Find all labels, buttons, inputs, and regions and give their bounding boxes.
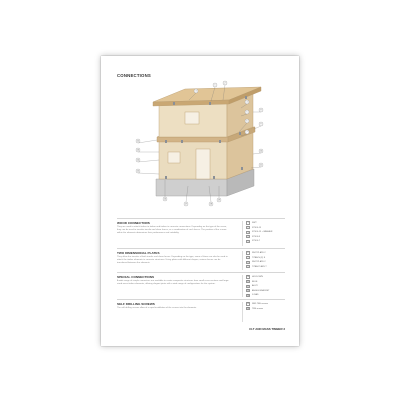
- callout-3: [194, 89, 198, 93]
- legend-label: BLUE: [252, 280, 258, 283]
- callout-number: 19: [218, 199, 220, 202]
- section-body: They are used to attach timber to timber and timber to concrete connections. Depending on the type of the screw, they can be used to transfer tensile and shear forces, as a combination of such forces. The position of the screws within the elements determines their performance and suitability.: [117, 226, 227, 234]
- section-title: SELF DRILLING SCREWS: [117, 302, 155, 306]
- legend-label: WHT PLATE C: [252, 252, 266, 254]
- legend-number: 8: [247, 261, 249, 264]
- legend-number: 9: [247, 266, 249, 269]
- legend-item: [246, 289, 269, 293]
- page-footer: [249, 327, 285, 331]
- legend-number: 13: [247, 290, 250, 293]
- callout-number: 18: [210, 203, 212, 206]
- legend-label: SBD TEE screws: [252, 303, 268, 305]
- legend-item: [246, 293, 258, 297]
- legend-divider: [242, 221, 243, 246]
- legend-label: ALUTI: [252, 285, 258, 288]
- section-body: A wide range of simple connectors are available to create composite structures from small cross-sections and large-sized mass timber elements, offering elegant joints with a wide range of configurations for the system.: [117, 280, 229, 285]
- callout-12: [136, 139, 140, 143]
- legend-label: SWT: [252, 222, 257, 224]
- callout-number: 16: [164, 198, 166, 201]
- section-title: TWO DIMENSIONAL PLATES: [117, 251, 160, 255]
- legend-item: [246, 280, 257, 284]
- callout-number: 5: [246, 111, 248, 114]
- legend-item: [246, 235, 260, 239]
- legend-item: [246, 302, 268, 306]
- callout-9: [259, 122, 263, 126]
- callout-6: [245, 119, 249, 123]
- callout-5: [245, 110, 249, 114]
- legend-item: [246, 307, 263, 311]
- callout-number: 17: [185, 203, 187, 206]
- legend-item: [246, 275, 263, 279]
- section-divider: [117, 248, 285, 249]
- legend-label: TITAN N (F) S: [252, 256, 266, 259]
- document-page: [101, 56, 299, 346]
- page-title: CONNECTIONS: [117, 73, 151, 78]
- floor-slab-edge: [157, 137, 228, 142]
- callout-14: [136, 158, 140, 162]
- legend-number: 12: [247, 285, 250, 288]
- concrete-foundation: [156, 179, 227, 196]
- section-body: They allow the transfer of both tensile and shear forces. Depending on the type, some of them can also be used to attach the timber elements to concrete structures. Using plates with different shapes, various forces can be transferred between the elements.: [117, 256, 228, 264]
- callout-4: [245, 100, 249, 104]
- legend-label: STS B-7: [252, 240, 260, 243]
- callout-number: 14: [137, 159, 139, 162]
- legend-item: [246, 226, 261, 230]
- callout-2: [223, 81, 227, 85]
- legend-number: 2: [247, 227, 249, 229]
- legend-item: [246, 230, 272, 234]
- legend-number: 5: [247, 240, 249, 243]
- upper-window-opening: [185, 112, 199, 124]
- legend-label: TITAN PLATE T: [252, 265, 267, 268]
- legend-item: [246, 239, 260, 243]
- legend-number: 14: [247, 294, 250, 297]
- legend-label: ANGLE BRACKET: [252, 289, 270, 292]
- callout-11: [259, 163, 263, 167]
- legend-item: [246, 260, 266, 264]
- legend-number: 3: [247, 231, 249, 234]
- legend-item: [246, 265, 267, 269]
- section-title: WOOD CONNECTORS: [117, 221, 150, 225]
- building-connection-diagram: [101, 56, 299, 216]
- callout-10: [259, 149, 263, 153]
- legend-number: 4: [247, 236, 249, 239]
- legend-item: [246, 251, 266, 255]
- legend-number: 10: [247, 276, 250, 279]
- legend-number: 16: [247, 308, 250, 310]
- door-opening: [196, 149, 210, 179]
- section-divider: [117, 218, 285, 219]
- callout-number: 13: [137, 149, 139, 152]
- callout-number: 3: [195, 90, 197, 93]
- callout-7: [245, 130, 249, 134]
- section-title: SPECIAL CONNECTIONS: [117, 275, 155, 279]
- callout-number: 15: [137, 170, 139, 173]
- callout-1: [213, 83, 217, 87]
- legend-label: STS B-15 + WASHER: [252, 231, 273, 234]
- legend-number: 6: [247, 252, 249, 255]
- callout-number: 6: [246, 120, 248, 123]
- callout-15: [136, 169, 140, 173]
- callout-19: [217, 198, 221, 202]
- footer-title: CLT AND MASS TIMBER: [249, 327, 283, 331]
- window-opening: [168, 152, 180, 163]
- section-body: The self drilling screws allow of a rapid installation of the screws into the elements.: [117, 307, 197, 309]
- legend-number: 15: [247, 303, 250, 306]
- legend-label: HOLDOWN: [252, 276, 263, 278]
- legend-item: [246, 221, 257, 225]
- legend-divider: [242, 275, 243, 297]
- legend-label: X-RAD: [252, 294, 259, 297]
- legend-item: [246, 256, 265, 260]
- legend-divider: [242, 251, 243, 270]
- callout-number: 4: [246, 101, 248, 104]
- legend-label: STS B-15: [252, 226, 262, 229]
- callout-number: 11: [260, 164, 262, 167]
- legend-number: 11: [247, 281, 249, 283]
- section-divider: [117, 299, 285, 300]
- callout-number: 9: [260, 123, 262, 126]
- callout-number: 12: [137, 140, 139, 143]
- legend-number: 7: [247, 257, 249, 259]
- callout-number: 2: [224, 82, 226, 85]
- callout-18: [209, 202, 213, 206]
- section-divider: [117, 272, 285, 273]
- legend-item: [246, 284, 258, 288]
- callout-number: 10: [260, 150, 262, 153]
- callout-number: 8: [260, 109, 262, 112]
- legend-divider: [242, 302, 243, 322]
- callout-13: [136, 148, 140, 152]
- legend-label: TBS screws: [252, 307, 264, 310]
- callout-number: 7: [246, 131, 248, 134]
- callout-number: 1: [214, 84, 216, 87]
- callout-16: [163, 197, 167, 201]
- callout-8: [259, 108, 263, 112]
- legend-number: 1: [247, 222, 249, 225]
- page-number: 3: [283, 327, 285, 331]
- legend-label: STS B-8: [252, 235, 260, 238]
- callout-17: [184, 202, 188, 206]
- legend-label: WHT PLATE C: [252, 261, 266, 264]
